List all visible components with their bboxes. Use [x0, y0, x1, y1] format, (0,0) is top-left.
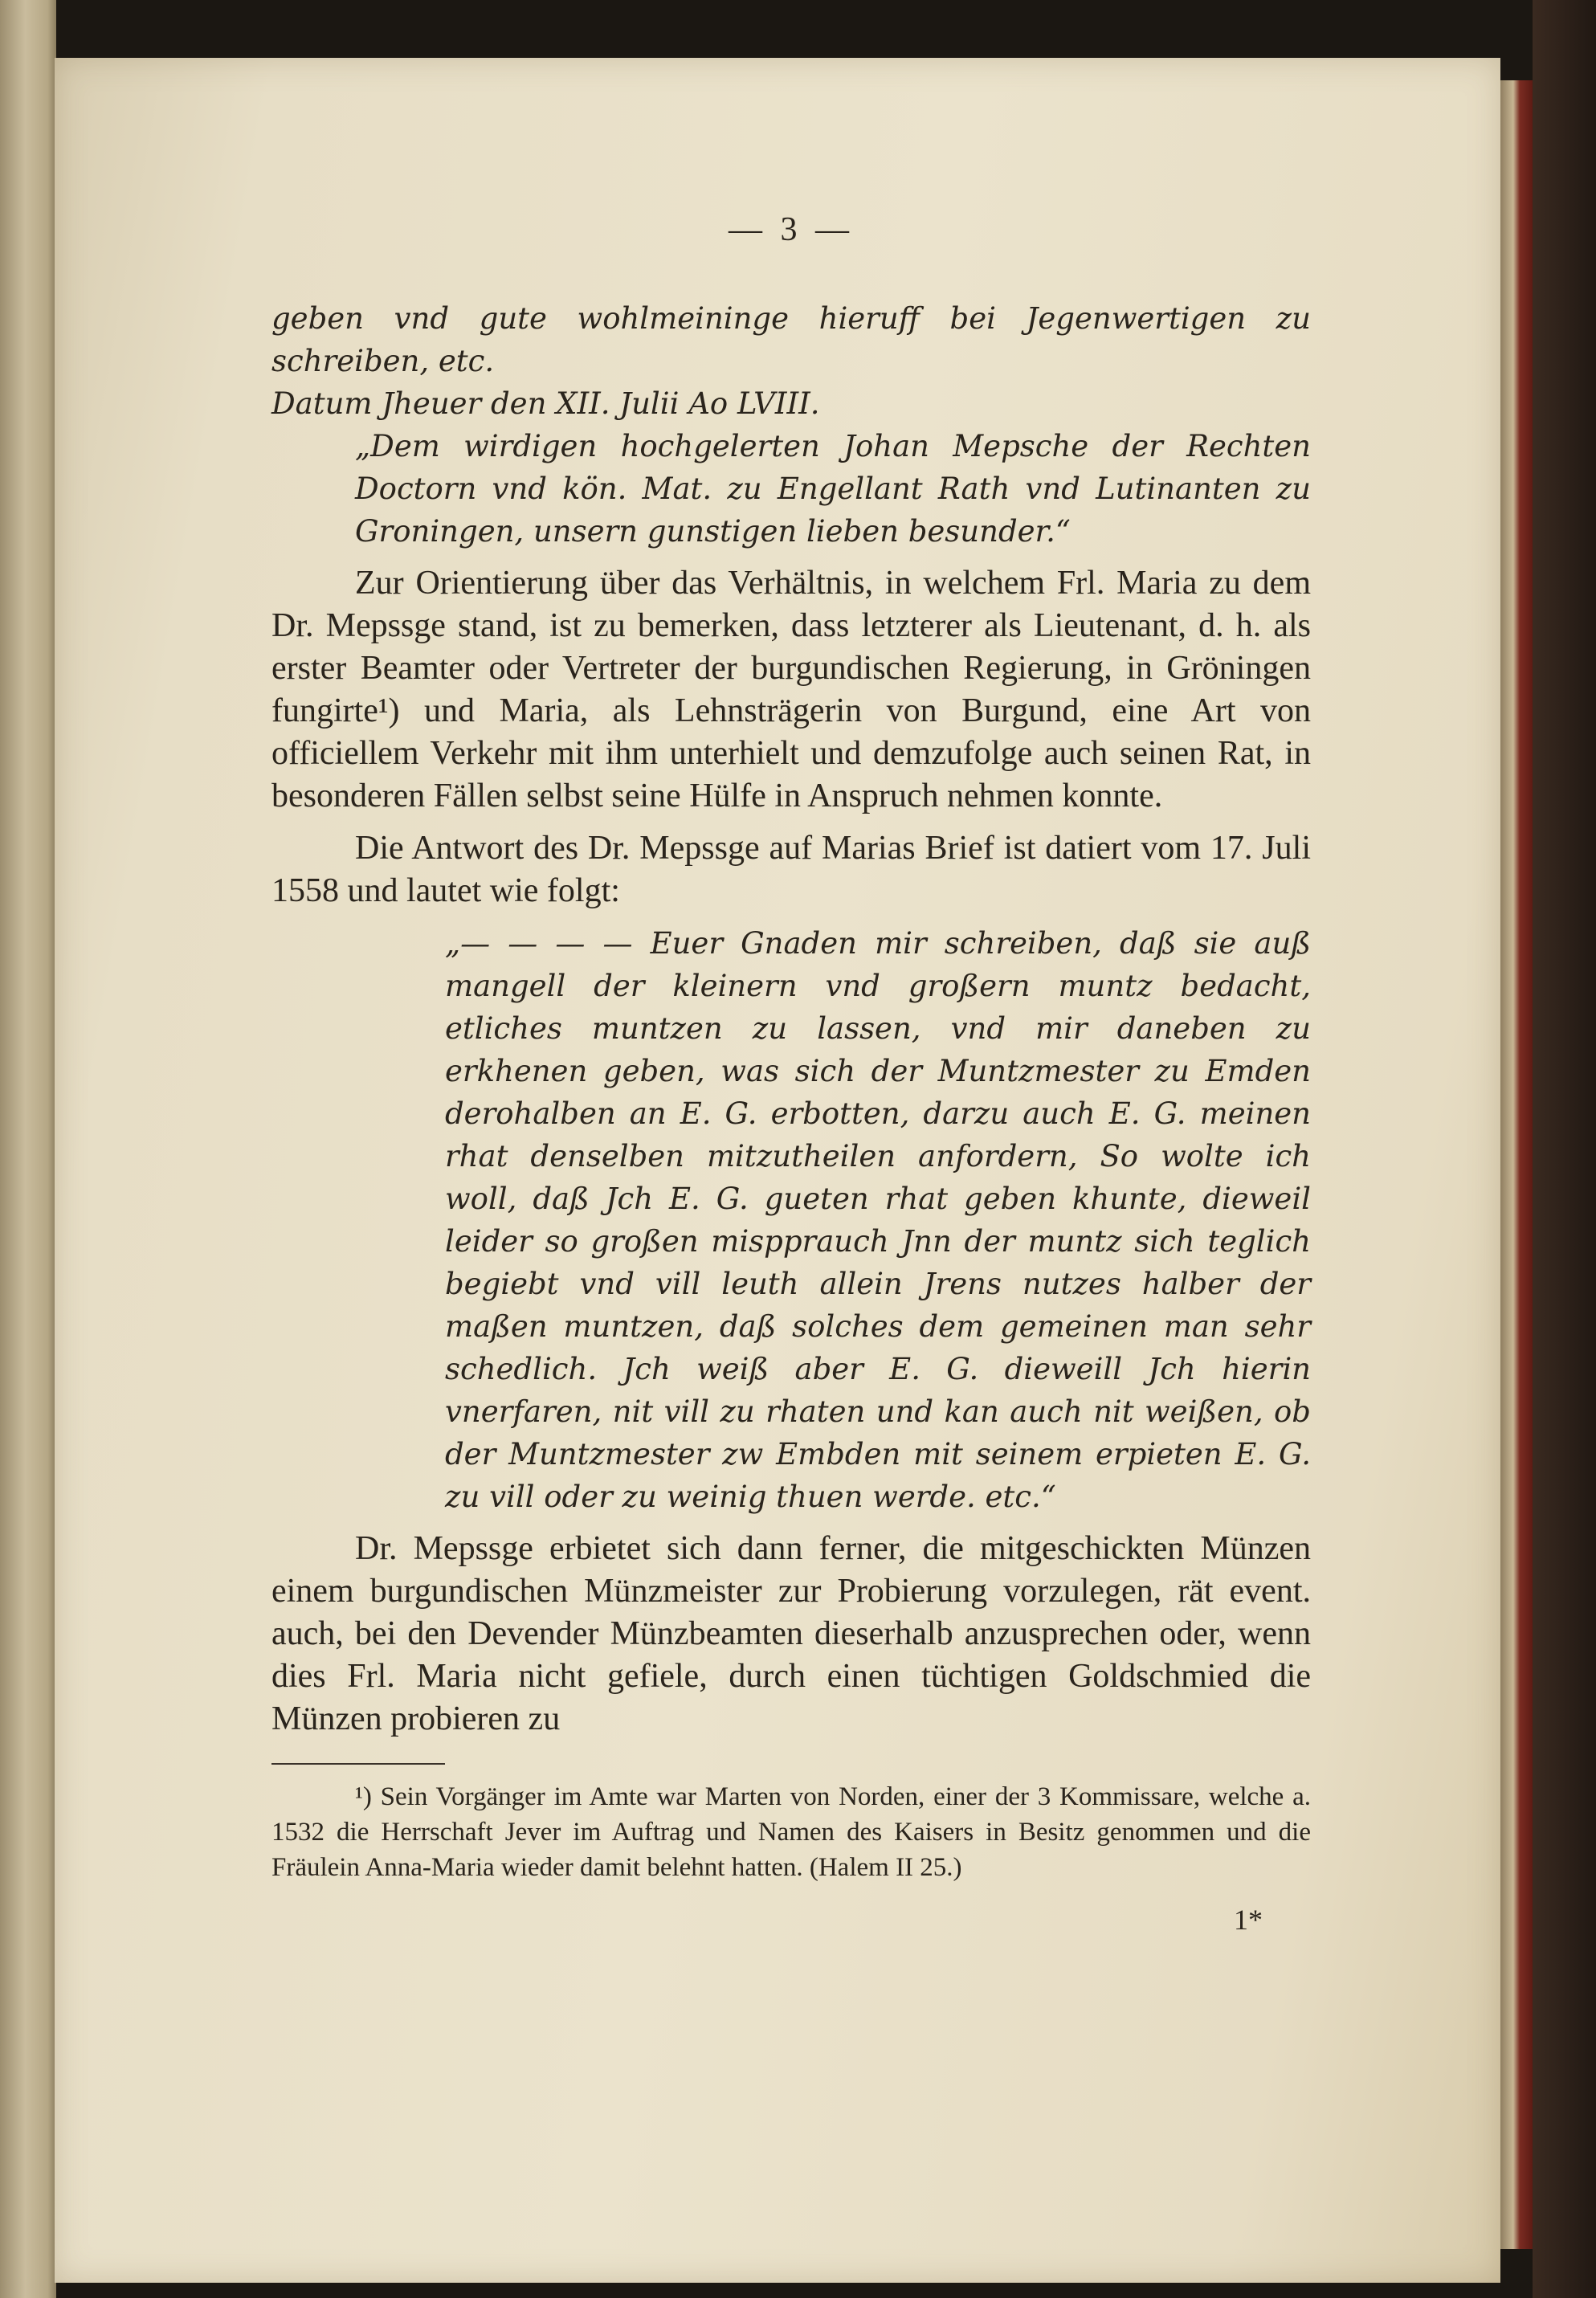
footnote-divider: [271, 1763, 445, 1765]
quoted-letter-text: „— — — — Euer Gnaden mir schreiben, daß sie auß mangell der kleinern vnd großern muntz bedacht, etliches muntzen zu lassen, vnd mir daneben zu erkhenen geben, was sich der Muntzmester zu Emden derohalben an E. G. erbotten, darzu auch E. G. meinen rhat denselben mitzutheilen anfordern, So wolte ich woll, daß Jch E. G. gueten rhat geben khunte, dieweil leider so großen mispprauch Jnn der muntz sich teglich begiebt vnd vill leuth allein Jrens nutzes halber der maßen muntzen, daß solches dem gemeinen man sehr schedlich. Jch weiß aber E. G. dieweill Jch hierin vnerfaren, nit vill zu rhaten und kan auch nit weißen, ob der Muntzmester zw Embden mit seinem erpieten E. G. zu vill oder zu weinig thuen werde. etc.“: [445, 926, 1311, 1514]
letter-closing-date: Datum Jheuer den XII. Julii Ao LVIII.: [271, 386, 820, 421]
footnote: ¹) Sein Vorgänger im Amte war Marten von Norden, einer der 3 Kommissare, welche a. 1532 die Herrschaft Jever im Auftrag und Namen des Kaisers in Besitz genommen und die Fräulein Anna-Maria wieder damit belehnt hatten. (Halem II 25.): [271, 1782, 1311, 1882]
address-text: „Dem wirdigen hochgelerten Johan Mepsche der Rechten Doctorn vnd kön. Mat. zu Engellant Rath vnd Lutinanten zu Groningen, unsern gunstigen lieben besunder.“: [355, 429, 1311, 549]
paragraph-offer: Dr. Mepssge erbietet sich dann ferner, die mitgeschickten Münzen einem burgundischen Münzmeister zur Probierung vorzulegen, rät event. auch, bei den Devender Münzbeamten dieserhalb anzusprechen oder, wenn dies Frl. Maria nicht gefiele, durch einen tüchtigen Goldschmied die Münzen probieren zu: [271, 1530, 1311, 1737]
previous-page-edge: [0, 0, 56, 2298]
page-edge-spine: [1500, 80, 1533, 2249]
page-text: [271, 210, 1311, 1937]
letter-closing-line-1: geben vnd gute wohlmeininge hieruff bei Jegenwertigen zu schreiben, etc.: [271, 301, 1311, 378]
paragraph-orientation: Zur Orientierung über das Verhältnis, in welchem Frl. Maria zu dem Dr. Mepssge stand, ist zu bemerken, dass letzterer als Lieutenant, d. h. als erster Beamter oder Vertreter der burgundischen Regierung, in Gröningen fungirte¹) und Maria, als Lehnsträgerin von Burgund, eine Art von officiellem Verkehr mit ihm unterhielt und demzufolge auch seinen Rat, in besonderen Fällen selbst seine Hülfe in Anspruch nehmen konnte.: [271, 565, 1311, 814]
letter-closing: [271, 297, 1311, 425]
book-binding: [1533, 0, 1596, 2298]
paragraph-answer: Die Antwort des Dr. Mepssge auf Marias Brief ist datiert vom 17. Juli 1558 und lautet wie folgt:: [271, 830, 1311, 909]
quoted-letter: [445, 922, 1311, 1518]
page-number: — 3 —: [729, 211, 854, 248]
signature-mark: 1*: [1234, 1904, 1263, 1936]
letter-address: [355, 425, 1311, 553]
